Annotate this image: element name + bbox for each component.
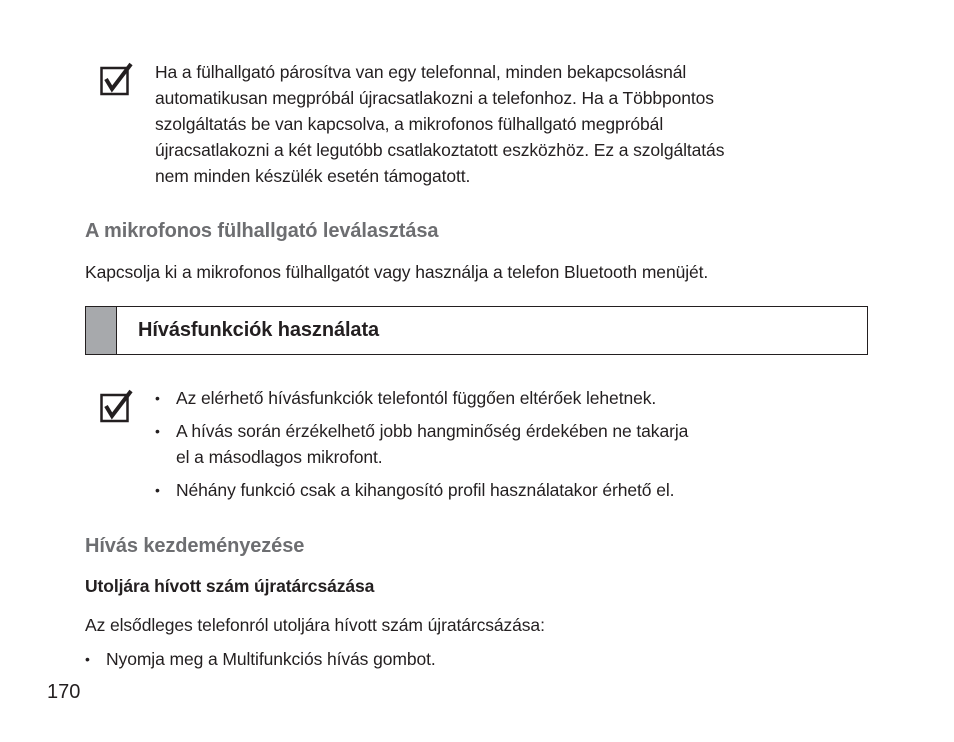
list-item: • Nyomja meg a Multifunkciós hívás gombot.: [85, 646, 785, 672]
note-bullets: [155, 385, 855, 503]
section-tab-marker: [86, 307, 117, 354]
redial-subheading: Utoljára hívott szám újratárcsázása: [85, 576, 375, 596]
page-number: 170: [47, 681, 81, 703]
calling-heading: Hívás kezdeményezése: [85, 535, 305, 557]
section-title: Hívásfunkciók használata: [138, 319, 380, 341]
list-item: • Az elérhető hívásfunkciók telefontól függően eltérőek lehetnek.: [155, 385, 855, 411]
note-line: automatikusan megpróbál újracsatlakozni a telefonhoz. Ha a Többpontos: [155, 88, 714, 108]
note-checkbox-icon: [100, 62, 134, 101]
checkbox-note-icon: [100, 62, 134, 96]
list-item: • A hívás során érzékelhető jobb hangminőség érdekében ne takarja el a másodlagos mikrofont.: [155, 418, 855, 470]
note-text: [155, 59, 855, 189]
list-item: • Néhány funkció csak a kihangosító profil használatakor érhető el.: [155, 477, 855, 503]
disconnect-heading: A mikrofonos fülhallgató leválasztása: [85, 220, 439, 242]
section-title-box: [85, 306, 868, 355]
note-line: szolgáltatás be van kapcsolva, a mikrofonos fülhallgató megpróbál: [155, 114, 664, 134]
checkbox-note-icon: [100, 389, 134, 423]
note-checkbox-icon: [100, 389, 134, 428]
redial-body: Az elsődleges telefonról utoljára hívott szám újratárcsázása:: [85, 615, 545, 635]
disconnect-body: Kapcsolja ki a mikrofonos fülhallgatót vagy használja a telefon Bluetooth menüjét.: [85, 262, 709, 282]
note-line: újracsatlakozni a két legutóbb csatlakoztatott eszközhöz. Ez a szolgáltatás: [155, 140, 725, 160]
note-line: Ha a fülhallgató párosítva van egy telefonnal, minden bekapcsolásnál: [155, 62, 687, 82]
note-line: nem minden készülék esetén támogatott.: [155, 166, 471, 186]
redial-bullets: [85, 646, 785, 672]
